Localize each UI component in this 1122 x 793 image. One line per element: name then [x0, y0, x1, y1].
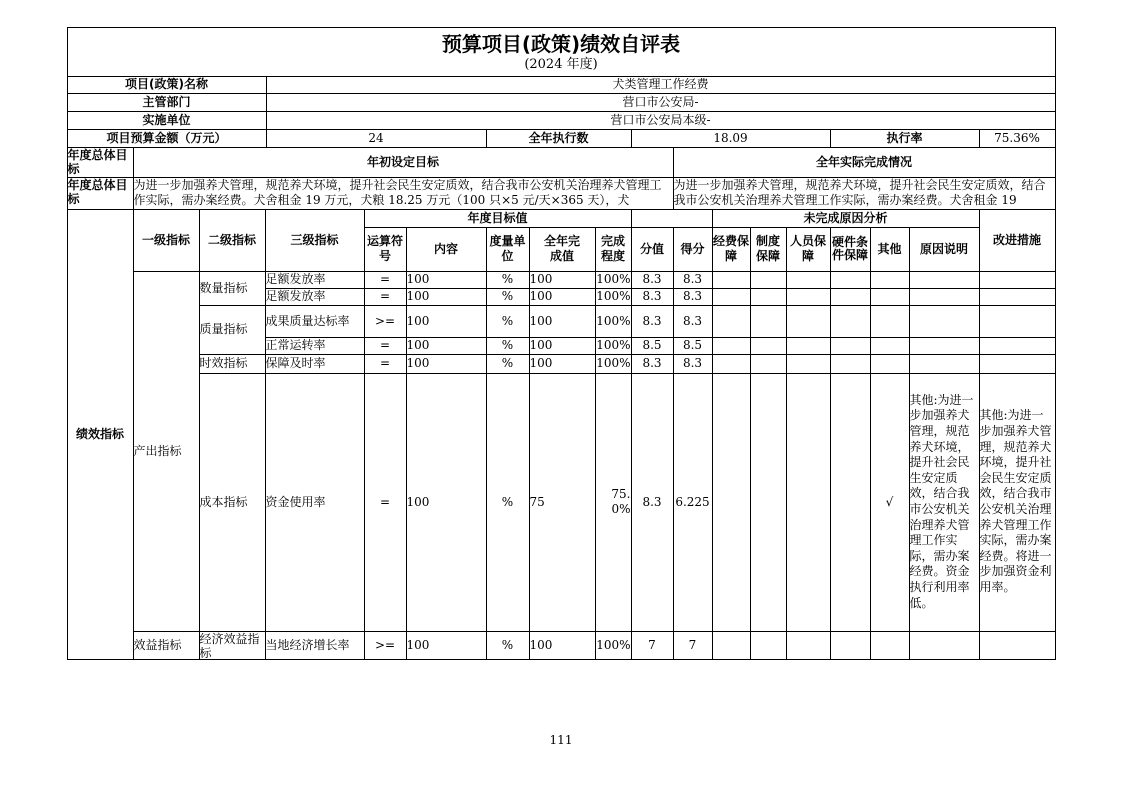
row-4-unit-text: % — [501, 356, 514, 370]
title-block — [67, 27, 1056, 76]
header-reason-other-text: 其他 — [877, 241, 902, 256]
row-0-score-value — [631, 271, 674, 289]
row-0-operator-text: = — [379, 272, 391, 286]
header-actual-value-text: 全年完成值 — [543, 234, 580, 263]
row-6-score-value-text: 7 — [648, 637, 656, 652]
header-operator-text: 运算符号 — [366, 234, 403, 263]
row-3-operator — [364, 337, 407, 355]
row-5-indicator-text: 资金使用率 — [265, 494, 326, 509]
row-1-improvement — [979, 288, 1056, 306]
level2-time-text: 时效指标 — [199, 356, 248, 370]
row-5-improvement-text: 其他:为进一步加强养犬管理，规范养犬环境，提升社会民生安定质效，结合我市公安机关治理养犬管理工作实际，需办案经费。将进一步加强资金利用率。 — [979, 408, 1052, 594]
actual-text-text: 为进一步加强养犬管理，规范养犬环境，提升社会民生安定质效，结合我市公安机关治理养犬管理工作实际，需办案经费。犬舍租金 19 — [673, 177, 1046, 208]
row-1-operator — [364, 288, 407, 306]
row-2-improvement — [979, 305, 1056, 338]
row-0-completion — [595, 271, 632, 289]
row-0-unit-text: % — [501, 272, 514, 286]
row-5-actual-text: 75 — [529, 494, 545, 509]
dept-value — [266, 93, 1056, 112]
row-5-unit-text: % — [501, 494, 514, 509]
row-4-reason-blank-0 — [712, 354, 751, 374]
row-6-indicator — [265, 631, 365, 660]
row-0-score — [673, 271, 713, 289]
row-3-content — [406, 337, 487, 355]
row-5-completion-text: 75.0% — [611, 487, 631, 516]
level2-time — [199, 354, 266, 374]
row-5-reason-blank-0 — [712, 373, 751, 632]
header-reason-funding — [712, 227, 751, 272]
row-5-indicator — [265, 373, 365, 632]
row-5-operator — [364, 373, 407, 632]
row-3-reason-blank-2 — [786, 337, 831, 355]
row-6-score-value — [631, 631, 674, 660]
row-5-operator-text: = — [379, 494, 391, 509]
row-0-indicator-text: 足额发放率 — [265, 272, 326, 286]
row-5-score — [673, 373, 713, 632]
header-reason-hardware-text: 硬件条件保障 — [831, 234, 868, 262]
level2-economic-text: 经济效益指标 — [199, 631, 260, 660]
header-unit-text: 度量单位 — [489, 234, 526, 263]
row-3-score-value-text: 8.5 — [642, 338, 662, 352]
project-name-value-text: 犬类管理工作经费 — [612, 77, 709, 91]
dept-label-text: 主管部门 — [142, 94, 191, 109]
row-0-reason-desc — [909, 271, 980, 289]
header-completion — [595, 227, 632, 272]
row-5-score-value — [631, 373, 674, 632]
level2-quality — [199, 305, 266, 355]
row-2-content — [406, 305, 487, 338]
header-completion-text: 完成程度 — [600, 234, 625, 263]
header-operator — [364, 227, 407, 272]
project-name-value — [266, 76, 1056, 94]
row-2-score-value — [631, 305, 674, 338]
initial-goal-header-text: 年初设定目标 — [366, 154, 439, 169]
row-5-unit — [486, 373, 530, 632]
row-6-actual — [529, 631, 596, 660]
rate-value-text: 75.36% — [994, 130, 1040, 145]
row-0-reason-blank-3 — [830, 271, 871, 289]
header-score-value — [631, 227, 674, 272]
row-1-content-text: 100 — [406, 289, 430, 303]
row-6-other-mark — [870, 631, 910, 660]
rate-label — [830, 129, 980, 148]
row-4-indicator — [265, 354, 365, 374]
header-reason-desc-text: 原因说明 — [919, 241, 968, 256]
header-reason-staff — [786, 227, 831, 272]
row-4-score — [673, 354, 713, 374]
level2-economic — [199, 631, 266, 660]
header-reason-system-text: 制度保障 — [755, 234, 780, 263]
annual-goal-header-label-text: 年度总体目标 — [67, 147, 128, 176]
row-4-content — [406, 354, 487, 374]
row-3-reason-blank-1 — [750, 337, 787, 355]
row-6-content-text: 100 — [406, 637, 430, 652]
budget-value-text: 24 — [368, 130, 384, 145]
row-4-actual-text: 100 — [529, 356, 553, 370]
row-5-reason-blank-3 — [830, 373, 871, 632]
actual-header — [673, 147, 1056, 178]
page-number: 111 — [549, 733, 573, 747]
row-4-completion-text: 100% — [596, 356, 631, 370]
row-0-indicator — [265, 271, 365, 289]
row-1-score-value — [631, 288, 674, 306]
level1-output-text: 产出指标 — [133, 443, 182, 458]
row-2-score-value-text: 8.3 — [642, 313, 662, 328]
row-5-other-mark-text: √ — [885, 494, 894, 509]
performance-indicator-label-text: 绩效指标 — [75, 426, 124, 441]
row-5-actual — [529, 373, 596, 632]
row-3-reason-blank-3 — [830, 337, 871, 355]
executed-value-text: 18.09 — [713, 130, 748, 145]
budget-label — [67, 129, 267, 148]
unit-value-text: 营口市公安局本级- — [610, 112, 711, 127]
row-4-improvement — [979, 354, 1056, 374]
row-5-other-mark — [870, 373, 910, 632]
row-0-reason-blank-2 — [786, 271, 831, 289]
actual-header-text: 全年实际完成情况 — [815, 154, 912, 169]
header-reason-desc — [909, 227, 980, 272]
row-3-actual — [529, 337, 596, 355]
header-level1-text: 一级指标 — [141, 232, 190, 247]
row-1-indicator-text: 足额发放率 — [265, 289, 326, 303]
row-0-improvement — [979, 271, 1056, 289]
row-2-operator-text: >= — [374, 313, 396, 328]
row-6-improvement — [979, 631, 1056, 660]
unit-value — [266, 111, 1056, 130]
row-2-indicator — [265, 305, 365, 338]
project-name-label-text: 项目(政策)名称 — [125, 77, 208, 91]
row-1-unit-text: % — [501, 289, 514, 303]
row-2-reason-desc — [909, 305, 980, 338]
header-content — [406, 227, 487, 272]
row-0-operator — [364, 271, 407, 289]
initial-goal-text — [133, 177, 674, 210]
row-3-score-value — [631, 337, 674, 355]
header-reason-staff-text: 人员保障 — [789, 234, 826, 263]
row-1-reason-desc — [909, 288, 980, 306]
row-3-indicator-text: 正常运转率 — [265, 338, 326, 352]
header-score — [673, 227, 713, 272]
row-4-score-value-text: 8.3 — [642, 356, 662, 370]
row-4-other-mark — [870, 354, 910, 374]
row-5-improvement — [979, 373, 1056, 632]
row-2-unit-text: % — [501, 313, 514, 328]
header-unit — [486, 227, 530, 272]
row-6-completion — [595, 631, 632, 660]
row-2-content-text: 100 — [406, 313, 430, 328]
actual-text — [673, 177, 1056, 210]
row-0-other-mark — [870, 271, 910, 289]
executed-value — [631, 129, 831, 148]
row-6-operator-text: >= — [374, 637, 396, 652]
annual-goal-row-label — [67, 177, 134, 210]
row-6-reason-desc — [909, 631, 980, 660]
row-1-score — [673, 288, 713, 306]
row-5-reason-blank-1 — [750, 373, 787, 632]
row-3-improvement — [979, 337, 1056, 355]
row-5-reason-desc — [909, 373, 980, 632]
row-0-unit — [486, 271, 530, 289]
row-4-score-text: 8.3 — [682, 356, 703, 370]
row-4-content-text: 100 — [406, 356, 430, 370]
row-6-score-text: 7 — [688, 637, 697, 652]
row-0-score-text: 8.3 — [682, 272, 703, 286]
row-0-score-value-text: 8.3 — [642, 272, 662, 286]
row-1-actual-text: 100 — [529, 289, 553, 303]
row-4-indicator-text: 保障及时率 — [265, 356, 326, 370]
row-0-reason-blank-0 — [712, 271, 751, 289]
row-5-reason-blank-2 — [786, 373, 831, 632]
row-5-score-value-text: 8.3 — [642, 494, 662, 509]
row-1-score-text: 8.3 — [682, 289, 703, 303]
row-4-score-value — [631, 354, 674, 374]
level2-cost — [199, 373, 266, 632]
level2-quantity — [199, 271, 266, 306]
header-target-group — [364, 209, 632, 228]
row-2-operator — [364, 305, 407, 338]
document-title: 预算项目(政策)绩效自评表 — [441, 31, 681, 56]
rate-label-text: 执行率 — [886, 130, 923, 145]
row-2-actual — [529, 305, 596, 338]
header-score-text: 得分 — [680, 241, 705, 256]
row-5-score-text: 6.225 — [675, 494, 710, 509]
row-6-reason-blank-3 — [830, 631, 871, 660]
row-2-indicator-text: 成果质量达标率 — [265, 313, 350, 328]
header-reasons-group — [712, 209, 980, 228]
level2-cost-text: 成本指标 — [199, 494, 248, 509]
row-2-reason-blank-2 — [786, 305, 831, 338]
header-score-value-text: 分值 — [639, 241, 664, 256]
row-6-reason-blank-2 — [786, 631, 831, 660]
row-6-operator — [364, 631, 407, 660]
performance-indicator-label — [67, 209, 134, 660]
header-improvement-text: 改进措施 — [992, 232, 1041, 247]
dept-value-text: 营口市公安局- — [622, 94, 699, 109]
row-6-score — [673, 631, 713, 660]
row-1-reason-blank-1 — [750, 288, 787, 306]
level1-benefit — [133, 631, 200, 660]
row-3-content-text: 100 — [406, 338, 430, 352]
row-2-completion-text: 100% — [596, 313, 631, 328]
dept-label — [67, 93, 267, 112]
initial-goal-text-text: 为进一步加强养犬管理，规范养犬环境，提升社会民生安定质效，结合我市公安机关治理养犬管理工作实际，需办案经费。犬舍租金 19 万元，犬粮 18.25 万元（100 只×5 元/天×365 天），犬 — [133, 177, 662, 208]
row-5-reason-desc-text: 其他:为进一步加强养犬管理，规范养犬环境，提升社会民生安定质效，结合我市公安机关治理养犬管理工作实际，需办案经费。资金执行利用率低。 — [909, 392, 974, 610]
unit-label — [67, 111, 267, 130]
header-reason-hardware — [830, 227, 871, 272]
row-2-score-text: 8.3 — [682, 313, 703, 328]
row-4-reason-blank-3 — [830, 354, 871, 374]
header-level3-text: 三级指标 — [290, 232, 339, 247]
header-reasons-group-text: 未完成原因分析 — [803, 210, 888, 225]
row-2-reason-blank-3 — [830, 305, 871, 338]
level2-quality-text: 质量指标 — [199, 322, 248, 336]
level2-quantity-text: 数量指标 — [199, 280, 248, 295]
header-target-group-text: 年度目标值 — [467, 210, 528, 225]
row-2-other-mark — [870, 305, 910, 338]
row-1-indicator — [265, 288, 365, 306]
row-4-reason-desc — [909, 354, 980, 374]
row-3-actual-text: 100 — [529, 338, 553, 352]
row-2-unit — [486, 305, 530, 338]
row-2-actual-text: 100 — [529, 313, 553, 328]
row-6-unit-text: % — [501, 637, 514, 652]
row-4-operator — [364, 354, 407, 374]
row-3-score — [673, 337, 713, 355]
row-1-reason-blank-0 — [712, 288, 751, 306]
row-5-completion — [595, 373, 632, 632]
row-3-other-mark — [870, 337, 910, 355]
level1-output — [133, 271, 200, 632]
row-3-completion — [595, 337, 632, 355]
initial-goal-header — [133, 147, 674, 178]
row-6-unit — [486, 631, 530, 660]
document-year: (2024 年度) — [524, 56, 598, 72]
row-1-reason-blank-2 — [786, 288, 831, 306]
row-6-reason-blank-1 — [750, 631, 787, 660]
row-3-score-text: 8.5 — [682, 338, 703, 352]
executed-label-text: 全年执行数 — [528, 130, 589, 145]
header-reason-funding-text: 经费保障 — [712, 234, 749, 263]
row-2-score — [673, 305, 713, 338]
header-level2 — [199, 209, 266, 272]
row-2-completion — [595, 305, 632, 338]
row-3-indicator — [265, 337, 365, 355]
row-3-reason-blank-0 — [712, 337, 751, 355]
row-2-reason-blank-1 — [750, 305, 787, 338]
row-0-actual-text: 100 — [529, 272, 553, 286]
row-6-content — [406, 631, 487, 660]
row-0-content — [406, 271, 487, 289]
row-0-actual — [529, 271, 596, 289]
row-6-completion-text: 100% — [596, 637, 631, 652]
header-level2-text: 二级指标 — [207, 232, 256, 247]
row-1-reason-blank-3 — [830, 288, 871, 306]
row-1-content — [406, 288, 487, 306]
header-reason-system — [750, 227, 787, 272]
header-actual-value — [529, 227, 596, 272]
unit-label-text: 实施单位 — [142, 112, 191, 127]
row-1-score-value-text: 8.3 — [642, 289, 662, 303]
executed-label — [486, 129, 632, 148]
row-1-actual — [529, 288, 596, 306]
row-3-unit — [486, 337, 530, 355]
row-2-reason-blank-0 — [712, 305, 751, 338]
row-1-operator-text: = — [379, 289, 391, 303]
row-6-actual-text: 100 — [529, 637, 553, 652]
row-3-completion-text: 100% — [596, 338, 631, 352]
row-5-content-text: 100 — [406, 494, 430, 509]
row-1-completion-text: 100% — [596, 289, 631, 303]
header-improvement — [979, 209, 1056, 272]
row-5-content — [406, 373, 487, 632]
level1-benefit-text: 效益指标 — [133, 637, 182, 652]
row-3-unit-text: % — [501, 338, 514, 352]
row-6-reason-blank-0 — [712, 631, 751, 660]
project-name-label — [67, 76, 267, 94]
row-4-reason-blank-1 — [750, 354, 787, 374]
row-4-reason-blank-2 — [786, 354, 831, 374]
row-3-operator-text: = — [379, 338, 391, 352]
budget-value — [266, 129, 487, 148]
row-0-content-text: 100 — [406, 272, 430, 286]
row-1-unit — [486, 288, 530, 306]
header-level3 — [265, 209, 365, 272]
row-0-reason-blank-1 — [750, 271, 787, 289]
row-1-completion — [595, 288, 632, 306]
row-0-completion-text: 100% — [596, 272, 631, 286]
header-level1 — [133, 209, 200, 272]
annual-goal-row-label-text: 年度总体目标 — [67, 177, 128, 206]
annual-goal-header-label — [67, 147, 134, 178]
row-6-indicator-text: 当地经济增长率 — [265, 637, 350, 652]
row-3-reason-desc — [909, 337, 980, 355]
rate-value — [979, 129, 1056, 148]
row-4-unit — [486, 354, 530, 374]
budget-label-text: 项目预算金额（万元） — [106, 130, 227, 145]
header-content-text: 内容 — [433, 241, 458, 256]
row-1-other-mark — [870, 288, 910, 306]
header-reason-other — [870, 227, 910, 272]
row-4-operator-text: = — [379, 356, 391, 370]
row-4-completion — [595, 354, 632, 374]
row-4-actual — [529, 354, 596, 374]
